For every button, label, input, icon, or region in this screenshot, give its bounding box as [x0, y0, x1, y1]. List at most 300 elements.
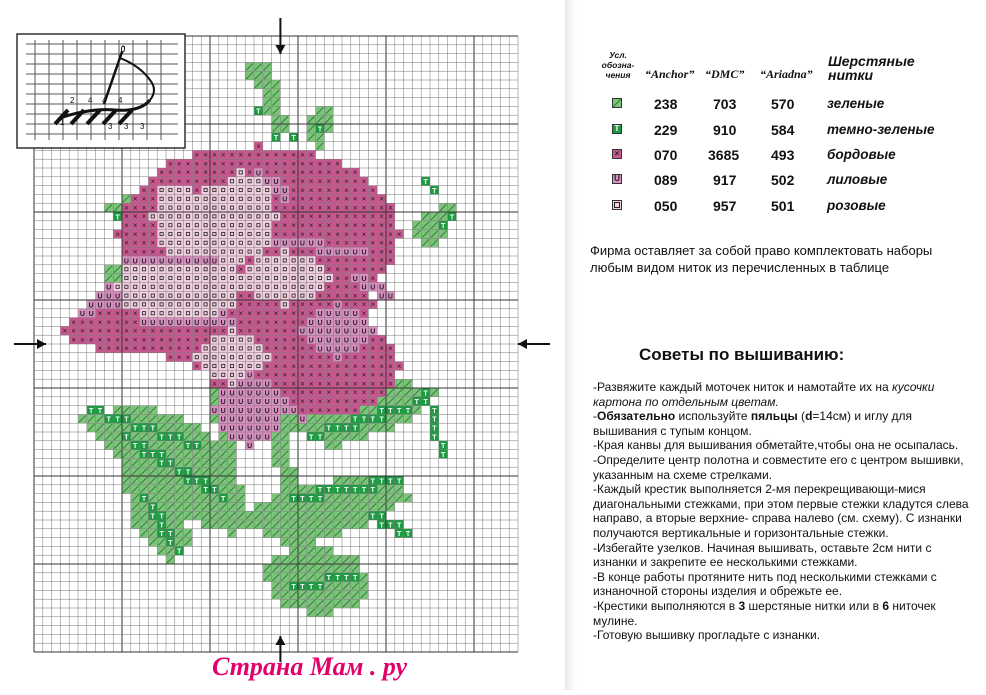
stitch-cell: [307, 274, 316, 283]
stitch-cell: [316, 186, 325, 195]
svg-text:U: U: [79, 311, 85, 319]
stitch-cell: [254, 300, 263, 309]
svg-text:U: U: [247, 425, 253, 433]
stitch-cell: [104, 291, 113, 300]
stitch-cell: [122, 485, 131, 494]
stitch-cell: [210, 353, 219, 362]
stitch-cell: [192, 274, 201, 283]
stitch-cell: [333, 582, 342, 591]
svg-text:×: ×: [317, 221, 323, 230]
stitch-cell: [289, 370, 298, 379]
svg-text:×: ×: [106, 335, 112, 345]
svg-text:×: ×: [291, 203, 296, 213]
stitch-cell: [280, 476, 289, 485]
stitch-cell: [236, 150, 245, 159]
stitch-cell: [289, 511, 298, 520]
stitch-cell: [298, 221, 307, 230]
stitch-cell: [201, 467, 210, 476]
stitch-cell: [78, 326, 87, 335]
stitch-cell: [140, 274, 149, 283]
stitch-cell: [201, 326, 210, 335]
svg-text:T: T: [185, 478, 191, 486]
svg-text:T: T: [124, 434, 129, 442]
svg-text:T: T: [397, 407, 402, 415]
svg-text:U: U: [317, 346, 323, 354]
stitch-cell: [316, 335, 325, 344]
stitch-cell: [280, 467, 289, 476]
stitch-cell: [280, 573, 289, 582]
stitch-cell: [377, 353, 386, 362]
stitch-cell: [272, 89, 281, 98]
stitch-cell: [175, 203, 184, 212]
stitch-cell: [210, 168, 219, 177]
stitch-cell: [307, 186, 316, 195]
stitch-cell: [351, 520, 360, 529]
stitch-cell: [184, 458, 193, 467]
stitch-cell: [324, 564, 333, 573]
stitch-cell: [324, 230, 333, 239]
stitch-cell: [148, 502, 157, 511]
svg-text:×: ×: [335, 229, 340, 239]
stitch-cell: [175, 502, 184, 511]
stitch-cell: [342, 397, 351, 406]
svg-text:×: ×: [141, 229, 147, 239]
symbol-lilac-icon: U: [612, 174, 622, 184]
supplier-note: Фирма оставляет за собой право комплектовать наборы любым видом ниток из перечисленных в таблице: [590, 243, 933, 275]
stitch-cell: [140, 423, 149, 432]
svg-text:×: ×: [388, 203, 393, 213]
stitch-cell: [377, 511, 386, 520]
stitch-cell: [192, 441, 201, 450]
stitch-cell: [113, 423, 122, 432]
stitch-cell: [289, 282, 298, 291]
stitch-cell: [263, 203, 272, 212]
stitch-cell: [210, 520, 219, 529]
svg-text:×: ×: [238, 291, 244, 301]
stitch-cell: [184, 529, 193, 538]
svg-text:×: ×: [352, 379, 358, 389]
stitch-cell: [351, 485, 360, 494]
stitch-cell: [298, 520, 307, 529]
svg-text:T: T: [344, 425, 349, 433]
stitch-cell: [360, 300, 369, 309]
svg-text:U: U: [106, 302, 112, 310]
stitch-cell: [368, 203, 377, 212]
stitch-cell: [298, 379, 307, 388]
stitch-cell: [430, 238, 439, 247]
stitch-cell: [210, 194, 219, 203]
stitch-cell: [386, 379, 395, 388]
stitch-cell: [166, 326, 175, 335]
svg-text:×: ×: [212, 159, 217, 169]
stitch-cell: [219, 511, 228, 520]
svg-text:U: U: [115, 293, 121, 301]
svg-text:×: ×: [370, 194, 376, 204]
stitch-cell: [219, 168, 228, 177]
stitch-cell: [219, 274, 228, 283]
stitch-cell: [377, 282, 386, 291]
stitch-cell: [307, 590, 316, 599]
stitch-cell: [307, 388, 316, 397]
stitch-cell: [254, 502, 263, 511]
svg-text:U: U: [176, 258, 182, 266]
svg-text:×: ×: [308, 221, 314, 230]
stitch-cell: [360, 291, 369, 300]
svg-text:×: ×: [361, 221, 367, 230]
stitch-cell: [377, 194, 386, 203]
stitch-cell: [289, 300, 298, 309]
stitch-cell: [377, 485, 386, 494]
svg-text:U: U: [317, 311, 323, 319]
stitch-cell: [140, 511, 149, 520]
stitch-cell: [298, 300, 307, 309]
stitch-cell: [166, 212, 175, 221]
stitch-cell: [254, 62, 263, 71]
svg-text:×: ×: [352, 397, 358, 406]
svg-text:×: ×: [282, 177, 288, 186]
stitch-cell: [140, 494, 149, 503]
stitch-cell: [201, 177, 210, 186]
tip-item: [593, 380, 973, 409]
svg-text:U: U: [352, 337, 358, 345]
stitch-cell: [439, 212, 448, 221]
stitch-cell: [386, 406, 395, 415]
svg-text:×: ×: [168, 353, 173, 362]
stitch-cell: [351, 362, 360, 371]
svg-text:T: T: [317, 583, 323, 591]
stitch-cell: [219, 476, 228, 485]
stitch-cell: [184, 291, 193, 300]
stitch-cell: [316, 362, 325, 371]
svg-text:×: ×: [247, 309, 252, 318]
svg-text:×: ×: [344, 221, 349, 230]
svg-text:T: T: [432, 407, 437, 415]
stitch-cell: [219, 309, 228, 318]
svg-text:×: ×: [185, 326, 191, 336]
svg-text:×: ×: [132, 326, 138, 336]
stitch-cell: [421, 221, 430, 230]
stitch-cell: [131, 494, 140, 503]
svg-text:U: U: [220, 319, 226, 327]
svg-text:×: ×: [273, 300, 279, 310]
stitch-cell: [166, 441, 175, 450]
stitch-cell: [192, 353, 201, 362]
stitch-cell: [245, 238, 254, 247]
svg-text:×: ×: [317, 353, 323, 362]
stitch-cell: [140, 194, 149, 203]
stitch-cell: [377, 370, 386, 379]
stitch-cell: [201, 458, 210, 467]
stitch-cell: [157, 300, 166, 309]
stitch-cell: [360, 282, 369, 291]
stitch-cell: [377, 238, 386, 247]
svg-text:×: ×: [317, 256, 323, 266]
svg-text:U: U: [317, 249, 323, 257]
stitch-cell: [192, 335, 201, 344]
stitch-cell: [122, 230, 131, 239]
tip-text: -Определите центр полотна и совместите его с центром вышивки, указанным на схеме стрелками.: [593, 452, 964, 482]
color-name: зеленые: [827, 96, 885, 111]
stitch-cell: [254, 177, 263, 186]
stitch-cell: [430, 388, 439, 397]
stitch-cell: [324, 397, 333, 406]
svg-text:T: T: [370, 487, 375, 495]
svg-text:×: ×: [132, 212, 138, 222]
stitch-cell: [395, 414, 404, 423]
svg-text:×: ×: [159, 344, 164, 354]
stitch-cell: [219, 300, 228, 309]
stitch-cell: [245, 441, 254, 450]
stitch-cell: [87, 335, 96, 344]
stitch-cell: [342, 564, 351, 573]
stitch-cell: [263, 168, 272, 177]
stitch-cell: [280, 159, 289, 168]
stitch-cell: [333, 300, 342, 309]
stitch-cell: [245, 388, 254, 397]
stitch-cell: [263, 186, 272, 195]
stitch-cell: [307, 538, 316, 547]
stitch-cell: [228, 362, 237, 371]
stitch-cell: [228, 502, 237, 511]
stitch-cell: [316, 388, 325, 397]
stitch-cell: [368, 414, 377, 423]
svg-text:×: ×: [264, 326, 270, 336]
stitch-cell: [298, 573, 307, 582]
svg-text:×: ×: [317, 168, 323, 178]
stitch-cell: [201, 221, 210, 230]
tip-text: шерстяные нитки или в: [745, 598, 883, 613]
svg-text:×: ×: [335, 405, 340, 415]
legend-header-name-line: Шерстяные: [828, 53, 915, 69]
stitch-cell: [201, 432, 210, 441]
stitch-cell: [263, 397, 272, 406]
stitch-cell: [360, 318, 369, 327]
stitch-cell: [140, 432, 149, 441]
svg-text:T: T: [388, 478, 393, 486]
svg-text:×: ×: [115, 335, 120, 345]
stitch-cell: [298, 186, 307, 195]
stitch-cell: [175, 194, 184, 203]
svg-text:×: ×: [176, 159, 182, 169]
svg-text:×: ×: [326, 256, 332, 266]
stitch-cell: [307, 221, 316, 230]
stitch-cell: [430, 414, 439, 423]
stitch-cell: [254, 414, 263, 423]
stitch-cell: [192, 150, 201, 159]
svg-text:×: ×: [344, 282, 349, 292]
stitch-cell: [148, 529, 157, 538]
stitch-cell: [219, 212, 228, 221]
stitch-cell: [421, 397, 430, 406]
stitch-cell: [448, 212, 457, 221]
svg-text:U: U: [255, 416, 261, 424]
stitch-cell: [175, 168, 184, 177]
svg-text:×: ×: [97, 309, 103, 318]
stitch-cell: [298, 546, 307, 555]
svg-text:U: U: [273, 416, 279, 424]
stitch-cell: [219, 230, 228, 239]
svg-text:T: T: [361, 487, 367, 495]
stitch-cell: [316, 265, 325, 274]
svg-text:U: U: [326, 319, 332, 327]
stitch-cell: [228, 150, 237, 159]
stitch-cell: [298, 362, 307, 371]
stitch-cell: [219, 423, 228, 432]
stitch-cell: [280, 485, 289, 494]
stitch-cell: [342, 362, 351, 371]
stitch-cell: [298, 168, 307, 177]
stitch-cell: [316, 133, 325, 142]
stitch-cell: [201, 335, 210, 344]
stitch-cell: [131, 511, 140, 520]
stitch-cell: [395, 406, 404, 415]
svg-text:×: ×: [317, 177, 323, 186]
stitch-cell: [78, 318, 87, 327]
stitch-cell: [298, 274, 307, 283]
stitch-cell: [166, 177, 175, 186]
svg-text:×: ×: [212, 326, 217, 336]
stitch-cell: [280, 432, 289, 441]
stitch-cell: [316, 168, 325, 177]
svg-text:×: ×: [115, 229, 120, 239]
stitch-cell: [210, 485, 219, 494]
svg-text:U: U: [97, 293, 103, 301]
stitch-cell: [351, 318, 360, 327]
stitch-cell: [316, 485, 325, 494]
stitch-cell: [245, 353, 254, 362]
stitch-cell: [368, 397, 377, 406]
stitch-cell: [351, 221, 360, 230]
svg-text:×: ×: [291, 229, 296, 239]
stitch-cell: [245, 326, 254, 335]
stitch-cell: [219, 388, 228, 397]
stitch-cell: [377, 494, 386, 503]
stitch-cell: [333, 335, 342, 344]
svg-text:U: U: [335, 302, 341, 310]
stitch-cell: [219, 370, 228, 379]
stitch-cell: [351, 177, 360, 186]
stitch-cell: [342, 511, 351, 520]
stitch-cell: [307, 423, 316, 432]
stitch-cell: [316, 203, 325, 212]
svg-text:×: ×: [273, 168, 279, 178]
stitch-cell: [148, 282, 157, 291]
stitch-cell: [360, 379, 369, 388]
svg-text:T: T: [168, 434, 173, 442]
stitch-cell: [333, 221, 342, 230]
svg-text:×: ×: [256, 141, 261, 151]
svg-text:×: ×: [291, 177, 296, 186]
stitch-cell: [386, 414, 395, 423]
stitch-cell: [386, 291, 395, 300]
svg-text:T: T: [441, 443, 446, 451]
stitch-cell: [360, 432, 369, 441]
svg-text:×: ×: [88, 317, 94, 327]
stitch-cell: [148, 458, 157, 467]
svg-text:T: T: [194, 443, 199, 451]
svg-text:×: ×: [326, 379, 332, 389]
stitch-cell: [324, 168, 333, 177]
svg-text:×: ×: [282, 212, 288, 222]
stitch-cell: [245, 62, 254, 71]
svg-text:×: ×: [141, 335, 147, 345]
stitch-cell: [184, 230, 193, 239]
svg-text:×: ×: [247, 168, 252, 178]
stitch-cell: [377, 212, 386, 221]
stitch-cell: [280, 494, 289, 503]
stitch-cell: [307, 520, 316, 529]
stitch-cell: [166, 335, 175, 344]
svg-text:×: ×: [308, 344, 314, 354]
stitch-cell: [333, 274, 342, 283]
stitch-step-number: 3: [140, 122, 145, 131]
svg-text:T: T: [432, 425, 437, 433]
stitch-cell: [175, 282, 184, 291]
stitch-cell: [386, 353, 395, 362]
stitch-cell: [280, 265, 289, 274]
stitch-cell: [307, 124, 316, 133]
stitch-cell: [324, 291, 333, 300]
stitch-cell: [272, 221, 281, 230]
stitch-cell: [272, 98, 281, 107]
stitch-cell: [342, 256, 351, 265]
svg-text:U: U: [247, 381, 253, 389]
tip-text: -Края канвы для вышивания обметайте,чтобы она не осыпалась.: [593, 438, 959, 453]
stitch-cell: [395, 520, 404, 529]
stitch-cell: [175, 326, 184, 335]
svg-text:×: ×: [194, 185, 200, 195]
stitch-cell: [166, 555, 175, 564]
svg-text:×: ×: [238, 309, 244, 318]
stitch-cell: [236, 212, 245, 221]
stitch-cell: [210, 300, 219, 309]
svg-text:×: ×: [308, 309, 314, 318]
svg-text:×: ×: [335, 221, 340, 230]
stitch-cell: [228, 177, 237, 186]
stitch-cell: [430, 432, 439, 441]
stitch-cell: [280, 124, 289, 133]
svg-text:×: ×: [335, 194, 340, 204]
stitch-cell: [316, 414, 325, 423]
svg-text:×: ×: [317, 185, 323, 195]
svg-text:×: ×: [344, 397, 349, 406]
stitch-cell: [263, 502, 272, 511]
stitch-cell: [263, 212, 272, 221]
svg-text:U: U: [273, 390, 279, 398]
stitch-cell: [307, 362, 316, 371]
stitch-cell: [96, 344, 105, 353]
legend-header-symbol-line: обозна-: [601, 60, 635, 70]
stitch-cell: [333, 194, 342, 203]
stitch-cell: [113, 432, 122, 441]
stitch-cell: [280, 326, 289, 335]
stitch-cell: [157, 238, 166, 247]
svg-text:×: ×: [388, 229, 393, 239]
stitch-cell: [245, 221, 254, 230]
svg-text:×: ×: [256, 317, 261, 327]
svg-text:×: ×: [317, 370, 323, 380]
stitch-cell: [324, 511, 333, 520]
stitch-cell: [272, 265, 281, 274]
stitch-cell: [324, 212, 333, 221]
stitch-cell: [87, 423, 96, 432]
stitch-cell: [307, 300, 316, 309]
stitch-cell: [342, 274, 351, 283]
stitch-cell: [272, 564, 281, 573]
stitch-cell: [333, 370, 342, 379]
stitch-cell: [236, 379, 245, 388]
stitch-cell: [351, 168, 360, 177]
